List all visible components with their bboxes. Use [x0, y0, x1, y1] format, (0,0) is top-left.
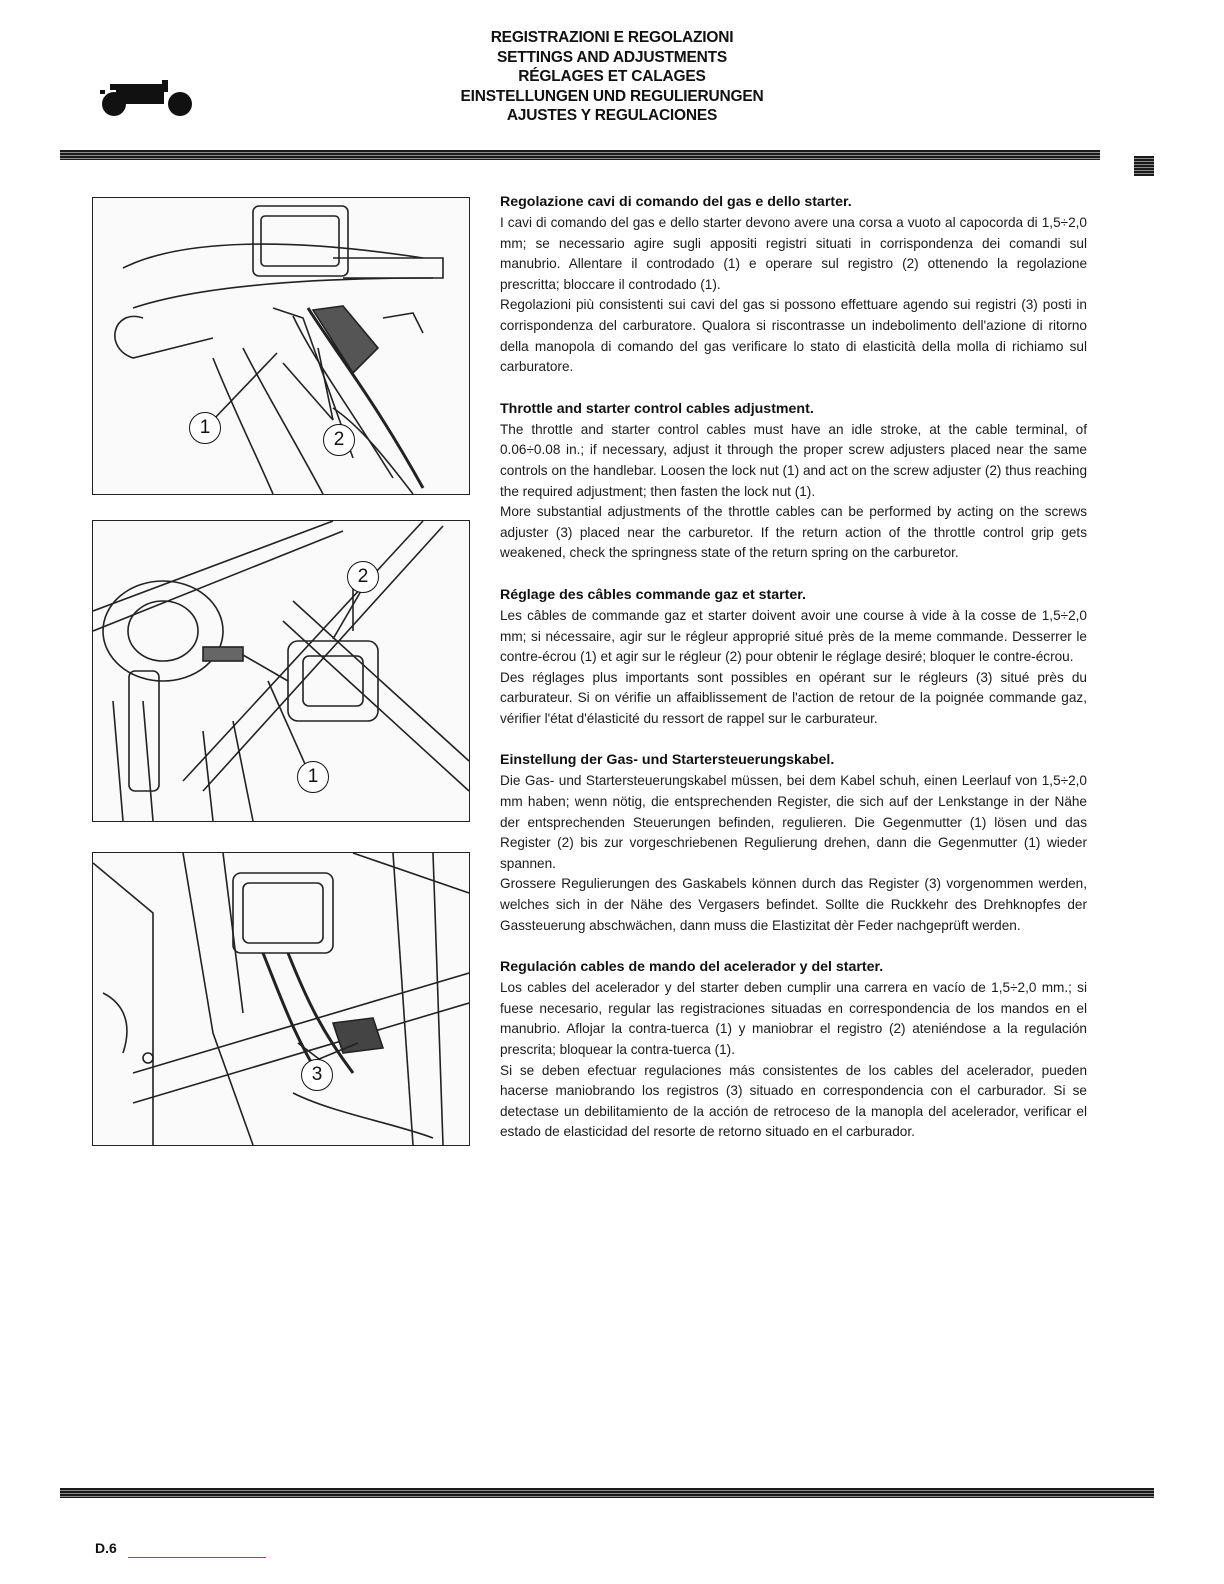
section-heading: Regolazione cavi di comando del gas e dello starter.	[500, 194, 852, 210]
page-link-underline[interactable]	[128, 1557, 266, 1558]
engine-cable-adjusters-illustration	[92, 852, 470, 1146]
header-title-it: REGISTRAZIONI E REGOLAZIONI	[490, 29, 734, 46]
page-number: D.6	[95, 1540, 117, 1556]
header-divider-end	[1134, 156, 1154, 176]
section-heading: Réglage des câbles commande gaz et starter.	[500, 586, 806, 603]
callout-2: 2	[323, 424, 355, 456]
section-paragraph: More substantial adjustments of the throttle cables can be performed by acting on the screws adjuster (3) placed near the carburetor. If the return action of the throttle control grip gets weakened, check the springness state of the return spring on the carburetor.	[500, 504, 1087, 561]
section-italian	[500, 191, 1087, 378]
section-paragraph: I cavi di comando del gas e dello starter devono avere una corsa a vuoto al capocorda di 1,5÷2,0 mm; se necessario agire sugli appositi registri situati in corrispondenza dei comandi sul manubrio. Allentare il controdado (1) e operare sul registro (2) ottenendo la regolazione prescritta; bloccare il controdado (1).	[500, 215, 1087, 292]
section-french	[500, 584, 1087, 730]
section-paragraph: Si se deben efectuar regulaciones más consistentes de los cables del acelerador, pueden hacerse maniobrando los registros (3) situado en correspondencia con el carburador. Si se detectase un debilitamiento de la acción de retroceso de la manopla del acelerador, verificar el estado de elasticidad del resorte de retorno situado en el carburador.	[500, 1062, 1087, 1140]
section-spanish	[500, 956, 1087, 1143]
section-paragraph: Les câbles de commande gaz et starter doivent avoir une course à vide à la cosse de 1,5÷2,0 mm; si nécessaire, agir sur le régleur approprié situé près de la meme commande. Desserrer le contre-écrou (1) et agir sur le régleur (2) pour obtenir le réglage desiré; bloquer le contre-écrou.	[500, 607, 1087, 665]
section-paragraph: Regolazioni più consistenti sui cavi del gas si possono effettuare agendo sui registri (3) posti in corrispondenza del carburatore. Qualora si riscontrasse un indebolimento dell'azione di ritorno della manopola di comando del gas verificare lo stato di elasticità della molla di richiamo sul carburatore.	[500, 297, 1087, 375]
section-paragraph: Los cables del acelerador y del starter deben cumplir una carrera en vacío de 1,5÷2,0 mm.; si fuese necesario, regular las registraciones situadas en correspondencia de los mandos en el manubrio. Aflojar la contra-tuerca (1) y maniobrar el registro (2) ateniéndose a la regulación prescrita; bloquear la contra-tuerca (1).	[500, 980, 1087, 1057]
section-heading: Einstellung der Gas- und Startersteuerungskabel.	[500, 752, 835, 769]
section-heading: Throttle and starter control cables adjustment.	[500, 400, 814, 417]
section-paragraph: The throttle and starter control cables must have an idle stroke, at the cable terminal, of 0.06÷0.08 in.; if necessary, adjust it through the proper screw adjusters placed near the same controls on the handlebar. Loosen the lock nut (1) and act on the screw adjuster (2) thus reaching the required adjustment; then fasten the lock nut (1).	[500, 421, 1087, 499]
page-header	[340, 28, 884, 126]
motorcycle-icon	[96, 74, 196, 130]
footer-divider	[60, 1488, 1154, 1498]
text-column	[500, 191, 1087, 1163]
section-english	[500, 398, 1087, 564]
callout-2: 2	[347, 561, 379, 593]
handlebar-throttle-illustration	[92, 197, 470, 495]
section-paragraph: Des réglages plus importants sont possibles en opérant sur le régleurs (3) situé près du carburateur. Si on vérifie un affaiblissement de l'action de retour de la poignée commande gaz, vérifier l'état d'élasticité du ressort de rappel sur le carburateur.	[500, 669, 1087, 726]
header-title-es: AJUSTES Y REGULACIONES	[506, 107, 718, 124]
carburetor-starter-illustration	[92, 520, 470, 822]
section-paragraph: Die Gas- und Startersteuerungskabel müssen, bei dem Kabel schuh, einen Leerlauf von 1,5÷2,0 mm haben; wenn nötig, die entsprechenden Register, die sich auf der Lenkstange in der Nähe der entsprechenden Steuerungen befinden, regulieren. Die Gegenmutter (1) lösen und das Register (2) bis zur vorgeschriebenen Regulierung drehen, dann die Gegenmutter (1) wieder spannen.	[500, 773, 1087, 871]
header-title-fr: RÉGLAGES ET CALAGES	[518, 68, 706, 85]
callout-1: 1	[297, 761, 329, 793]
section-paragraph: Grossere Regulierungen des Gaskabels können durch das Register (3) vorgenommen werden, welches sich in der Nähe des Vergasers befindet. Sollte die Ruckkehr des Drehknopfes der Gassteuerung abschwächen, dann muss die Elastizitat dèr Feder nachgeprüft werden.	[500, 876, 1087, 933]
section-heading: Regulación cables de mando del acelerador y del starter.	[500, 959, 884, 976]
callout-3: 3	[301, 1059, 333, 1091]
section-german	[500, 749, 1087, 936]
header-title-en: SETTINGS AND ADJUSTMENTS	[496, 48, 727, 66]
header-divider	[60, 150, 1100, 160]
header-title-de: EINSTELLUNGEN UND REGULIERUNGEN	[460, 87, 764, 105]
callout-1: 1	[189, 412, 221, 444]
